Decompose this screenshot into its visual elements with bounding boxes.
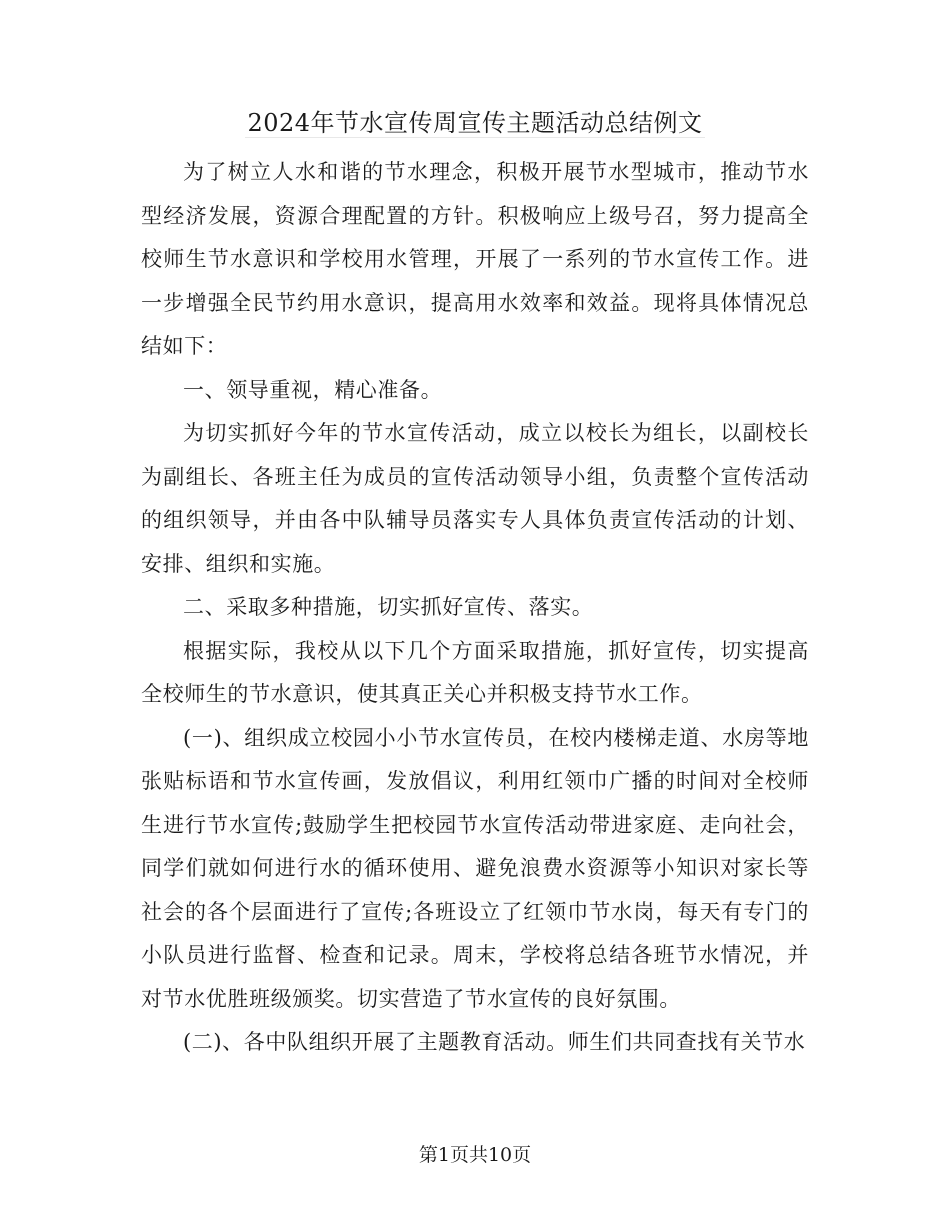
section-heading-1: 一、领导重视，精心准备。	[183, 377, 443, 402]
document-title-text: 2024年节水宣传周宣传主题活动总结例文	[247, 109, 703, 137]
section-heading-2: 二、采取多种措施，切实抓好宣传、落实。	[183, 595, 594, 619]
paragraph-item-1: (一)、组织成立校园小小节水宣传员，在校内楼梯走道、水房等地张贴标语和节水宣传画，发放倡议，利用红领巾广播的时间对全校师生进行节水宣传;鼓励学生把校园节水宣传活动带进家庭、走向社会，同学们就如何进行水的循环使用、避免浪费水资源等小知识对家长等社会的各个层面进行了宣传;各班设立了红领巾节水岗，每天有专门的小队员进行监督、检查和记录。周末，学校将总结各班节水情况，并对节水优胜班级颁奖。切实营造了节水宣传的良好氛围。	[141, 725, 809, 1011]
paragraph-item-2: (二)、各中队组织开展了主题教育活动。师生们共同查找有关节水	[183, 1030, 806, 1054]
paragraph-leadership: 为切实抓好今年的节水宣传活动，成立以校长为组长，以副校长为副组长、各班主任为成员的宣传活动领导小组，负责整个宣传活动的组织领导，并由各中队辅导员落实专人具体负责宣传活动的计划、安排、组织和实施。	[141, 421, 809, 576]
paragraph-measures: 根据实际，我校从以下几个方面采取措施，抓好宣传，切实提高全校师生的节水意识，使其真正关心并积极支持节水工作。	[141, 638, 809, 706]
page-number: 第1页共10页	[418, 1144, 532, 1166]
document-body	[141, 151, 809, 1065]
document-title	[0, 103, 950, 143]
paragraph-intro: 为了树立人水和谐的节水理念，积极开展节水型城市，推动节水型经济发展，资源合理配置的方针。积极响应上级号召，努力提高全校师生节水意识和学校用水管理，开展了一系列的节水宣传工作。进一步增强全民节约用水意识，提高用水效率和效益。现将具体情况总结如下：	[141, 160, 809, 358]
